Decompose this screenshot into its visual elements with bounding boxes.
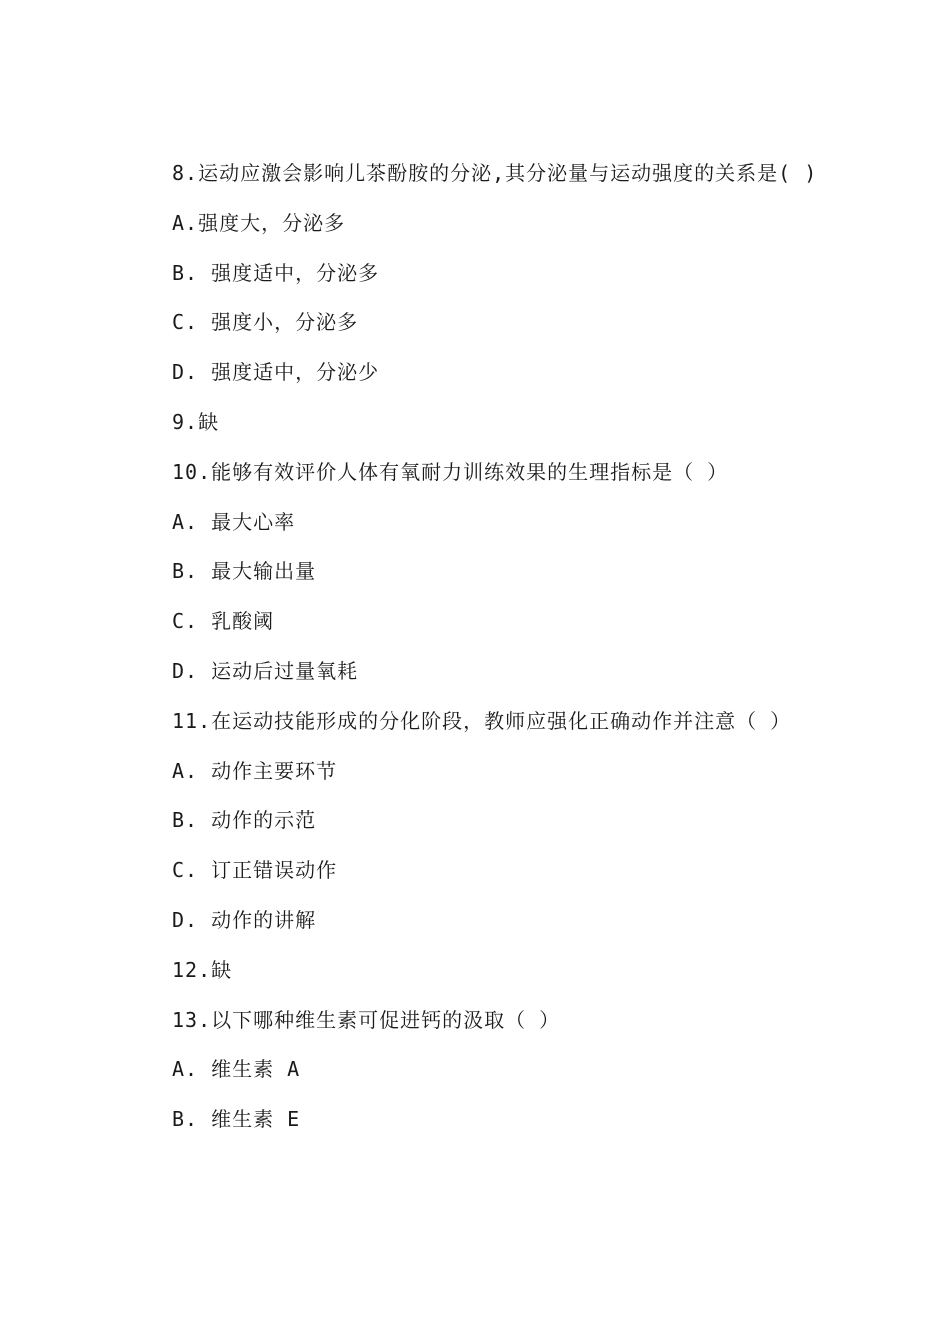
question-10-stem: 10.能够有效评价人体有氧耐力训练效果的生理指标是（ ） (172, 459, 729, 484)
question-13-stem: 13.以下哪种维生素可促进钙的汲取（ ） (172, 1007, 561, 1032)
question-11-option-b: B. 动作的示范 (172, 808, 317, 833)
question-12-stem: 12.缺 (172, 957, 233, 982)
question-11-option-d: D. 动作的讲解 (172, 907, 317, 932)
question-list (172, 158, 892, 1154)
question-10-option-c: C. 乳酸阈 (172, 609, 275, 634)
question-8-stem: 8.运动应激会影响儿茶酚胺的分泌,其分泌量与运动强度的关系是( ) (172, 161, 818, 185)
question-8-option-c: C. 强度小，分泌多 (172, 310, 359, 335)
question-8-option-b: B. 强度适中，分泌多 (172, 260, 380, 285)
question-11-option-a: A. 动作主要环节 (172, 758, 338, 783)
question-10-option-d: D. 运动后过量氧耗 (172, 658, 359, 683)
question-10-option-b: B. 最大输出量 (172, 559, 317, 584)
question-13-option-b: B. 维生素 E (172, 1107, 301, 1132)
question-11-stem: 11.在运动技能形成的分化阶段，教师应强化正确动作并注意（ ） (172, 708, 792, 733)
question-11-option-c: C. 订正错误动作 (172, 858, 338, 883)
question-9-stem: 9.缺 (172, 409, 220, 434)
question-13-option-a: A. 维生素 A (172, 1057, 301, 1082)
question-10-option-a: A. 最大心率 (172, 509, 296, 534)
question-8-option-a: A.强度大，分泌多 (172, 210, 346, 235)
question-8-option-d: D. 强度适中，分泌少 (172, 360, 380, 385)
